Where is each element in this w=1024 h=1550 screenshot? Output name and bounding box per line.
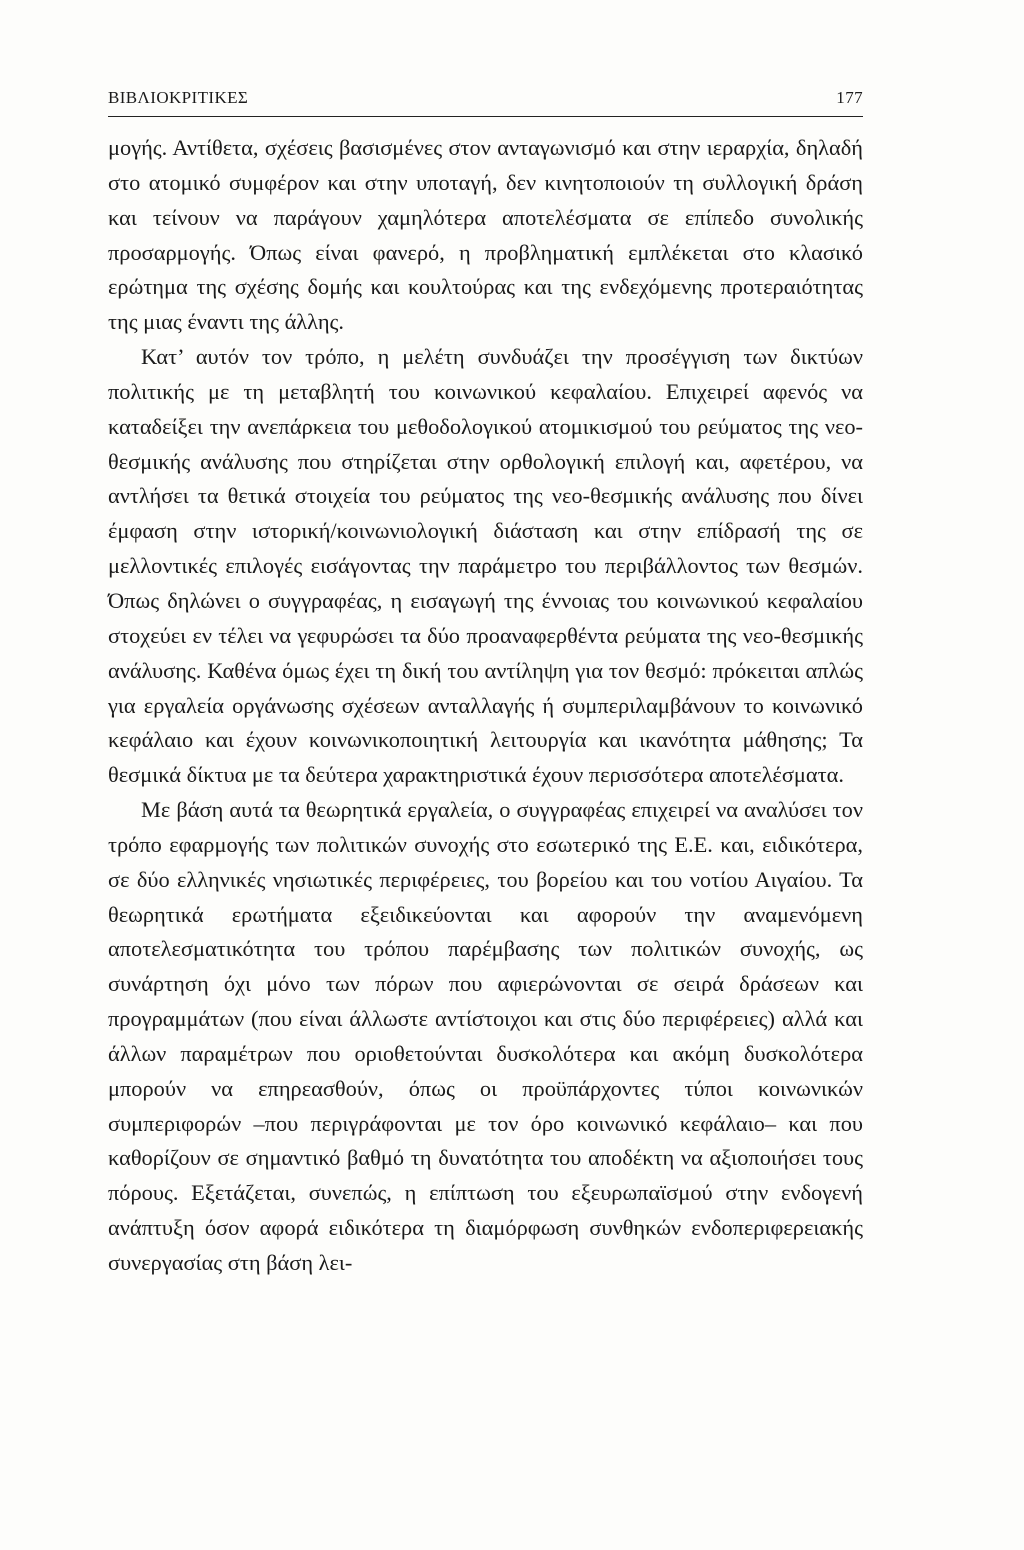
paragraph: Με βάση αυτά τα θεωρητικά εργαλεία, ο συγγραφέας επιχειρεί να αναλύσει τον τρόπο εφαρμογής των πολιτικών συνοχής στο εσωτερικό της Ε.Ε. και, ειδικότερα, σε δύο ελληνικές νησιωτικές περιφέρειες, του βορείου και του νοτίου Αιγαίου. Τα θεωρητικά ερωτήματα εξειδικεύονται και αφορούν την αναμενόμενη αποτελεσματικότητα του τρόπου παρέμβασης των πολιτικών συνοχής, ως συνάρτηση όχι μόνο των πόρων που αφιερώνονται σε σειρά δράσεων και προγραμμάτων (που είναι άλλωστε αντίστοιχοι και στις δύο περιφέρειες) αλλά και άλλων παραμέτρων που οριοθετούνται δυσκολότερα και ακόμη δυσκολότερα μπορούν να επηρεασθούν, όπως οι προϋπάρχοντες τύποι κοινωνικών συμπεριφορών –που περιγράφονται με τον όρο κοινωνικό κεφάλαιο– και που καθορίζουν σε σημαντικό βαθμό τη δυνατότητα του αποδέκτη να αξιοποιήσει τους πόρους. Εξετάζεται, συνεπώς, η επίπτωση του εξευρωπαϊσμού στην ενδογενή ανάπτυξη όσον αφορά ειδικότερα τη διαμόρφωση συνθηκών ενδοπεριφερειακής συνεργασίας στη βάση λει-	[108, 797, 863, 1275]
page-number: 177	[836, 88, 863, 107]
paragraph: Κατ’ αυτόν τον τρόπο, η μελέτη συνδυάζει την προσέγγιση των δικτύων πολιτικής με τη μεταβλητή του κοινωνικού κεφαλαίου. Επιχειρεί αφενός να καταδείξει την ανεπάρκεια του μεθοδολογικού ατομικισμού του ρεύματος της νεο-θεσμικής ανάλυσης που στηρίζεται στην ορθολογική επιλογή και, αφετέρου, να αντλήσει τα θετικά στοιχεία του ρεύματος της νεο-θεσμικής ανάλυσης που δίνει έμφαση στην ιστορική/κοινωνιολογική διάσταση και στην επίδρασή της σε μελλοντικές επιλογές εισάγοντας την παράμετρο του περιβάλλοντος των θεσμών. Όπως δηλώνει ο συγγραφέας, η εισαγωγή της έννοιας του κοινωνικού κεφαλαίου στοχεύει εν τέλει να γεφυρώσει τα δύο προαναφερθέντα ρεύματα της νεο-θεσμικής ανάλυσης. Καθένα όμως έχει τη δική του αντίληψη για τον θεσμό: πρόκειται απλώς για εργαλεία οργάνωσης σχέσεων ανταλλαγής ή συμπεριλαμβάνουν το κοινωνικό κεφάλαιο και έχουν κοινωνικοποιητική λειτουργία και ικανότητα μάθησης; Τα θεσμικά δίκτυα με τα δεύτερα χαρακτηριστικά έχουν περισσότερα αποτελέσματα.	[108, 344, 863, 788]
paragraph-continued: μογής. Αντίθετα, σχέσεις βασισμένες στον ανταγωνισμό και στην ιεραρχία, δηλαδή στο ατομικό συμφέρον και στην υποταγή, δεν κινητοποιούν τη συλλογική δράση και τείνουν να παράγουν χαμηλότερα αποτελέσματα σε επίπεδο συνολικής προσαρμογής. Όπως είναι φανερό, η προβληματική εμπλέκεται στο κλασικό ερώτημα της σχέσης δομής και κουλτούρας και της ενδεχόμενης προτεραιότητας της μιας έναντι της άλλης.	[108, 135, 863, 335]
book-page	[108, 88, 863, 1281]
running-header	[108, 88, 863, 117]
running-title: ΒΙΒΛΙΟΚΡΙΤΙΚΕΣ	[108, 88, 249, 107]
body-text	[108, 131, 863, 1281]
